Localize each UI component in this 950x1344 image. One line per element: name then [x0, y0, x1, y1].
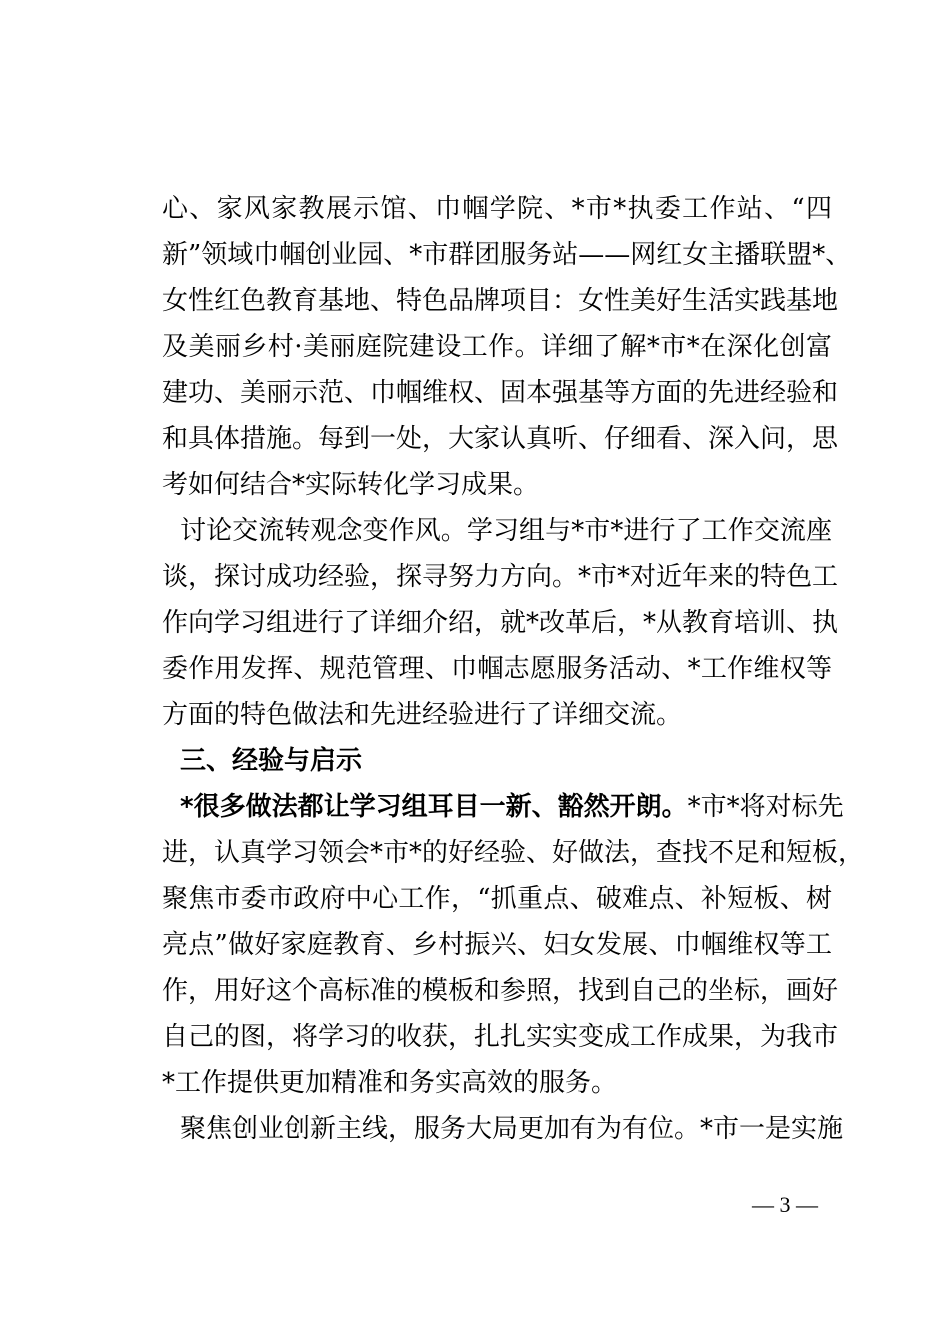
section-heading: 三、经验与启示: [180, 746, 363, 776]
paragraph-2-line-1: 讨论交流转观念变作风。学习组与*市*进行了工作交流座: [180, 516, 832, 546]
paragraph-1-line-6: 和具体措施。每到一处，大家认真听、仔细看、深入问，思: [162, 424, 839, 454]
paragraph-2-line-3: 作向学习组进行了详细介绍，就*改革后，*从教育培训、执: [162, 608, 839, 638]
paragraph-1-line-1: 心、家风家教展示馆、巾帼学院、*市*执委工作站、“四: [162, 194, 832, 224]
paragraph-3-line-2: 进，认真学习领会*市*的好经验、好做法，查找不足和短板，: [162, 838, 865, 868]
paragraph-1-line-4: 及美丽乡村·美丽庭院建设工作。详细了解*市*在深化创富: [162, 332, 832, 362]
paragraph-3-bold-lead: *很多做法都让学习组耳目一新、豁然开朗。: [180, 792, 688, 822]
paragraph-3-line-6: 自己的图，将学习的收获，扎扎实实变成工作成果，为我市: [162, 1022, 839, 1052]
paragraph-1-line-7: 考如何结合*实际转化学习成果。: [162, 470, 540, 500]
paragraph-1-line-2: 新”领域巾帼创业园、*市群团服务站——网红女主播联盟*、: [162, 240, 852, 270]
paragraph-3-line-1: [180, 784, 844, 830]
paragraph-3-line-3: 聚焦市委市政府中心工作，“抓重点、破难点、补短板、树: [162, 884, 832, 914]
paragraph-1-line-3: 女性红色教育基地、特色品牌项目：女性美好生活实践基地: [162, 286, 839, 316]
paragraph-3-line-4: 亮点”做好家庭教育、乡村振兴、妇女发展、巾帼维权等工: [162, 930, 832, 960]
paragraph-3-line-7: *工作提供更加精准和务实高效的服务。: [162, 1068, 618, 1098]
paragraph-2-line-4: 委作用发挥、规范管理、巾帼志愿服务活动、*工作维权等: [162, 654, 832, 684]
page-number: — 3 —: [752, 1192, 818, 1217]
paragraph-4-line-1: 聚焦创业创新主线，服务大局更加有为有位。*市一是实施: [180, 1114, 844, 1144]
paragraph-3-line-5: 作，用好这个高标准的模板和参照，找到自己的坐标，画好: [162, 976, 839, 1006]
paragraph-2-line-5: 方面的特色做法和先进经验进行了详细交流。: [162, 700, 683, 730]
paragraph-3-first-line-rest: *市*将对标先: [687, 792, 844, 822]
paragraph-2-line-2: 谈，探讨成功经验，探寻努力方向。*市*对近年来的特色工: [162, 562, 839, 592]
paragraph-1-line-5: 建功、美丽示范、巾帼维权、固本强基等方面的先进经验和: [162, 378, 839, 408]
